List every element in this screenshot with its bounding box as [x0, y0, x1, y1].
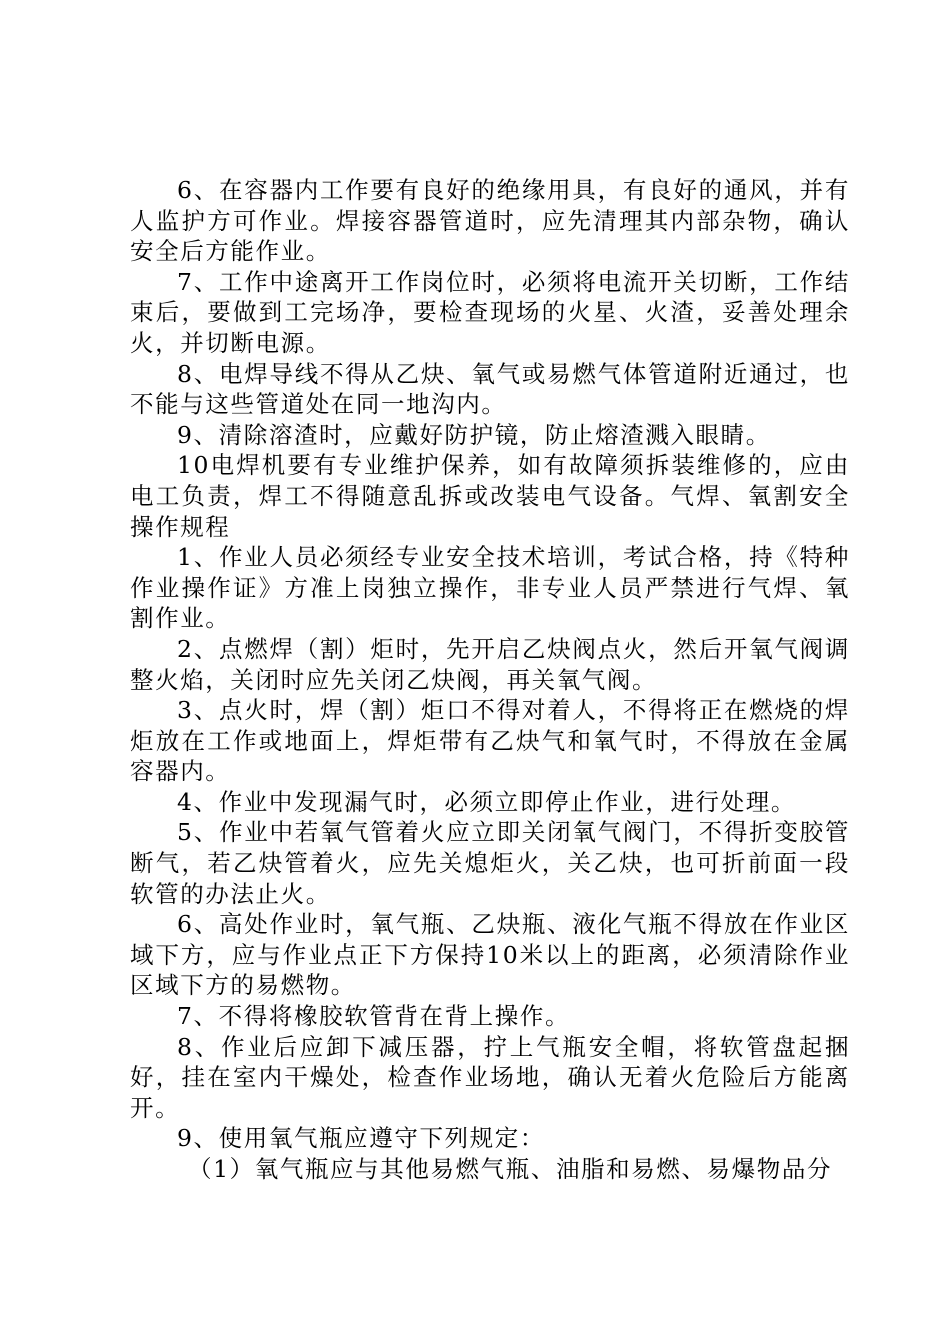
- paragraph-1-certification: 1、作业人员必须经专业安全技术培训，考试合格，持《特种作业操作证》方准上岗独立操作，非专业人员严禁进行气焊、氧割作业。: [130, 543, 850, 633]
- paragraph-8-welding-cable: 8、电焊导线不得从乙炔、氧气或易燃气体管道附近通过，也不能与这些管道处在同一地沟内。: [130, 359, 850, 419]
- paragraph-9-1-oxygen-storage: （1）氧气瓶应与其他易燃气瓶、油脂和易燃、易爆物品分: [188, 1155, 833, 1183]
- paragraph-3-torch-safety: 3、点火时，焊（割）炬口不得对着人，不得将正在燃烧的焊炬放在工作或地面上，焊炬带有乙炔气和氧气时，不得放在金属容器内。: [130, 696, 850, 786]
- paragraph-6-height-work: 6、高处作业时，氧气瓶、乙炔瓶、液化气瓶不得放在作业区域下方，应与作业点正下方保持10米以上的距离，必须清除作业区域下方的易燃物。: [130, 910, 850, 1000]
- paragraph-9-slag-removal: 9、清除溶渣时，应戴好防护镜，防止熔渣溅入眼睛。: [177, 420, 771, 449]
- paragraph-10-welder-maintenance: 10电焊机要有专业维护保养，如有故障须拆装维修的，应由电工负责，焊工不得随意乱拆或改装电气设备。气焊、氧割安全操作规程: [130, 451, 850, 541]
- paragraph-7-leaving-post: 7、工作中途离开工作岗位时，必须将电流开关切断，工作结束后，要做到工完场净，要检查现场的火星、火渣，妥善处理余火，并切断电源。: [130, 267, 850, 357]
- paragraph-7-hose-carry: 7、不得将橡胶软管背在背上操作。: [177, 1002, 571, 1031]
- document-body: [130, 175, 850, 1185]
- paragraph-2-ignition: 2、点燃焊（割）炬时，先开启乙炔阀点火，然后开氧气阀调整火焰，关闭时应先关闭乙炔阀，再关氧气阀。: [130, 634, 850, 694]
- paragraph-9-oxygen-rules: 9、使用氧气瓶应遵守下列规定：: [177, 1124, 545, 1153]
- paragraph-4-gas-leak: 4、作业中发现漏气时，必须立即停止作业，进行处理。: [177, 787, 796, 816]
- paragraph-8-after-work: 8、作业后应卸下减压器，拧上气瓶安全帽，将软管盘起捆好，挂在室内干燥处，检查作业场地，确认无着火危险后方能离开。: [130, 1032, 850, 1122]
- paragraph-5-hose-fire: 5、作业中若氧气管着火应立即关闭氧气阀门，不得折变胶管断气，若乙炔管着火，应先关熄炬火，关乙炔，也可折前面一段软管的办法止火。: [130, 818, 850, 908]
- paragraph-6-container-welding: 6、在容器内工作要有良好的绝缘用具，有良好的通风，并有人监护方可作业。焊接容器管道时，应先清理其内部杂物，确认安全后方能作业。: [130, 176, 850, 266]
